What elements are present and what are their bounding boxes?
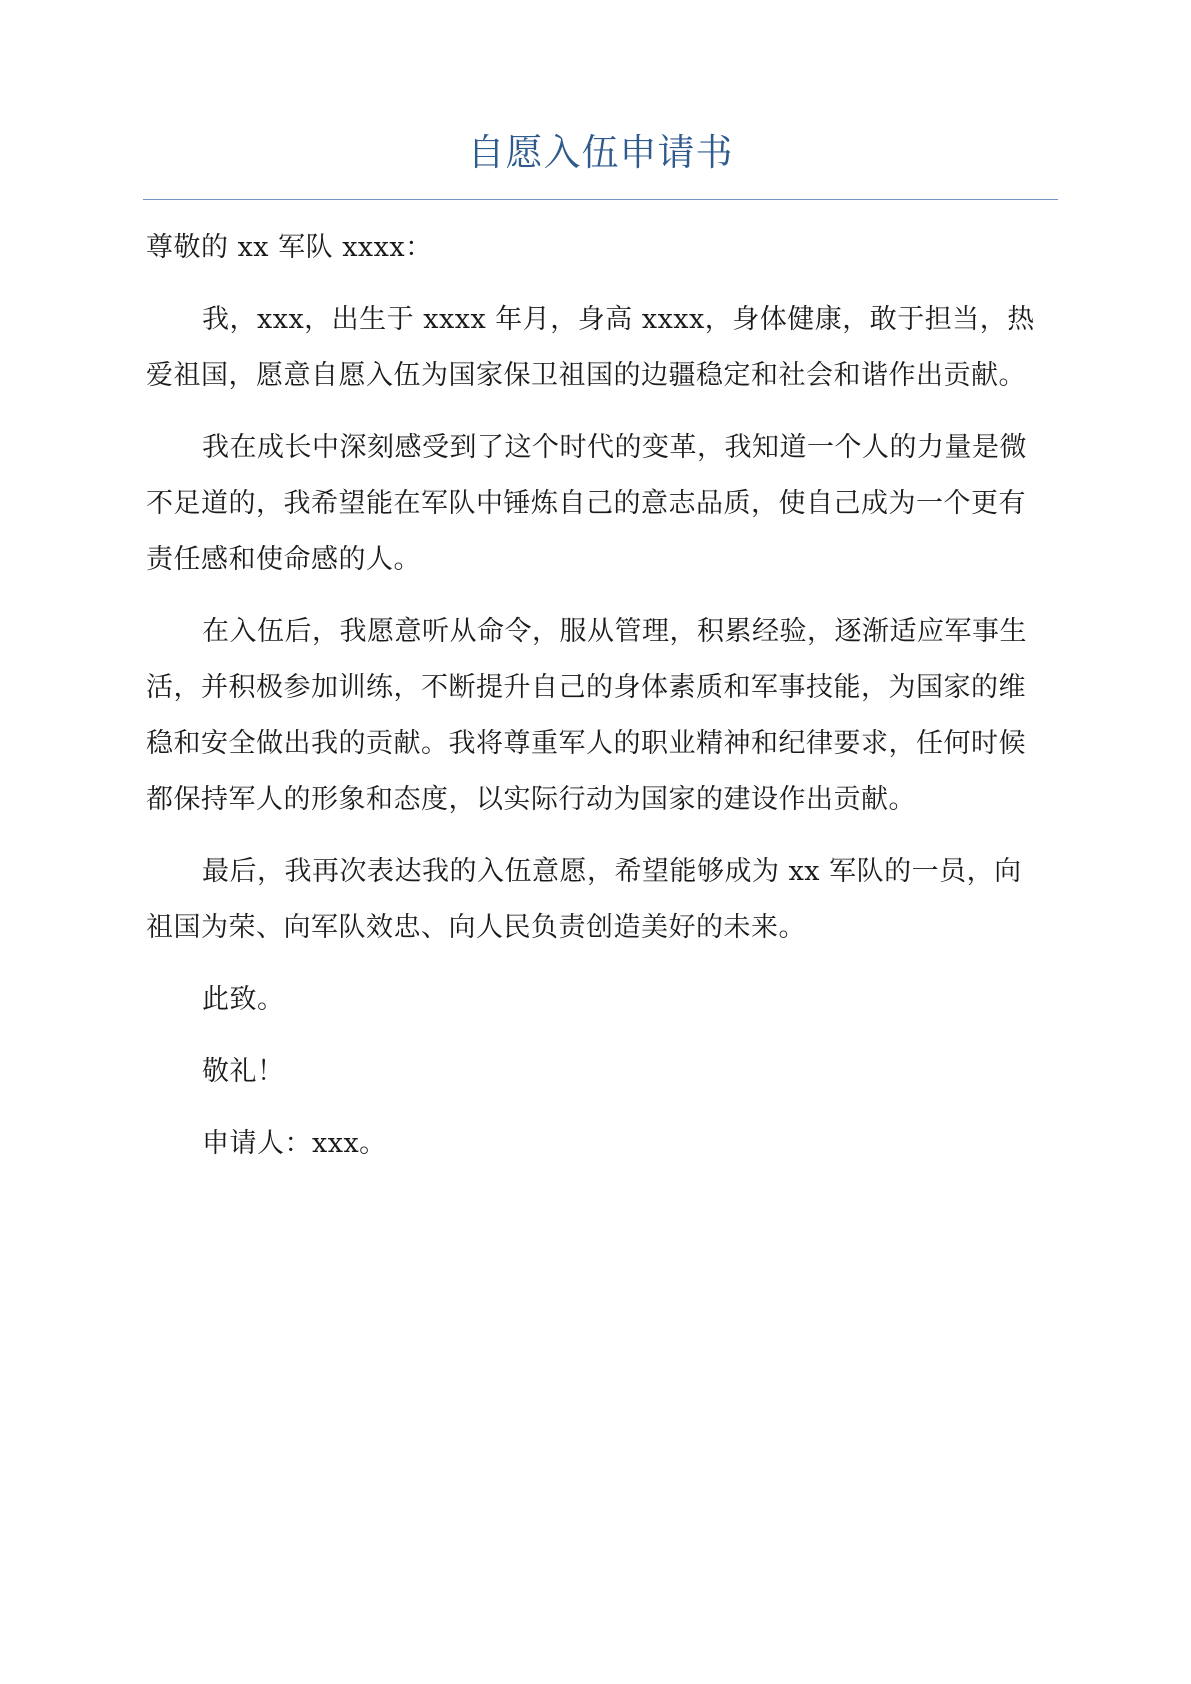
paragraph-3: 在入伍后，我愿意听从命令，服从管理，积累经验，逐渐适应军事生活，并积极参加训练，不断提升自己的身体素质和军事技能，为国家的维稳和安全做出我的贡献。我将尊重军人的职业精神和纪律要求，任何时候都保持军人的形象和态度，以实际行动为国家的建设作出贡献。 — [146, 616, 1027, 815]
document-body — [146, 220, 1046, 1188]
paragraph-2: 我在成长中深刻感受到了这个时代的变革，我知道一个人的力量是微不足道的，我希望能在军队中锤炼自己的意志品质，使自己成为一个更有责任感和使命感的人。 — [146, 432, 1027, 575]
closing-regards: 此致。 — [202, 984, 285, 1015]
paragraph-1: 我，xxx，出生于 xxxx 年月，身高 xxxx，身体健康，敢于担当，热爱祖国，愿意自愿入伍为国家保卫祖国的边疆稳定和社会和谐作出贡献。 — [146, 304, 1035, 391]
signature: 申请人：xxx。 — [202, 1128, 387, 1159]
document-title: 自愿入伍申请书 — [467, 131, 734, 174]
salutation: 尊敬的 xx 军队 xxxx： — [146, 232, 433, 263]
closing-salute: 敬礼！ — [202, 1056, 285, 1087]
paragraph-4: 最后，我再次表达我的入伍意愿，希望能够成为 xx 军队的一员，向祖国为荣、向军队效忠、向人民负责创造美好的未来。 — [146, 856, 1022, 943]
title-divider — [143, 199, 1058, 200]
